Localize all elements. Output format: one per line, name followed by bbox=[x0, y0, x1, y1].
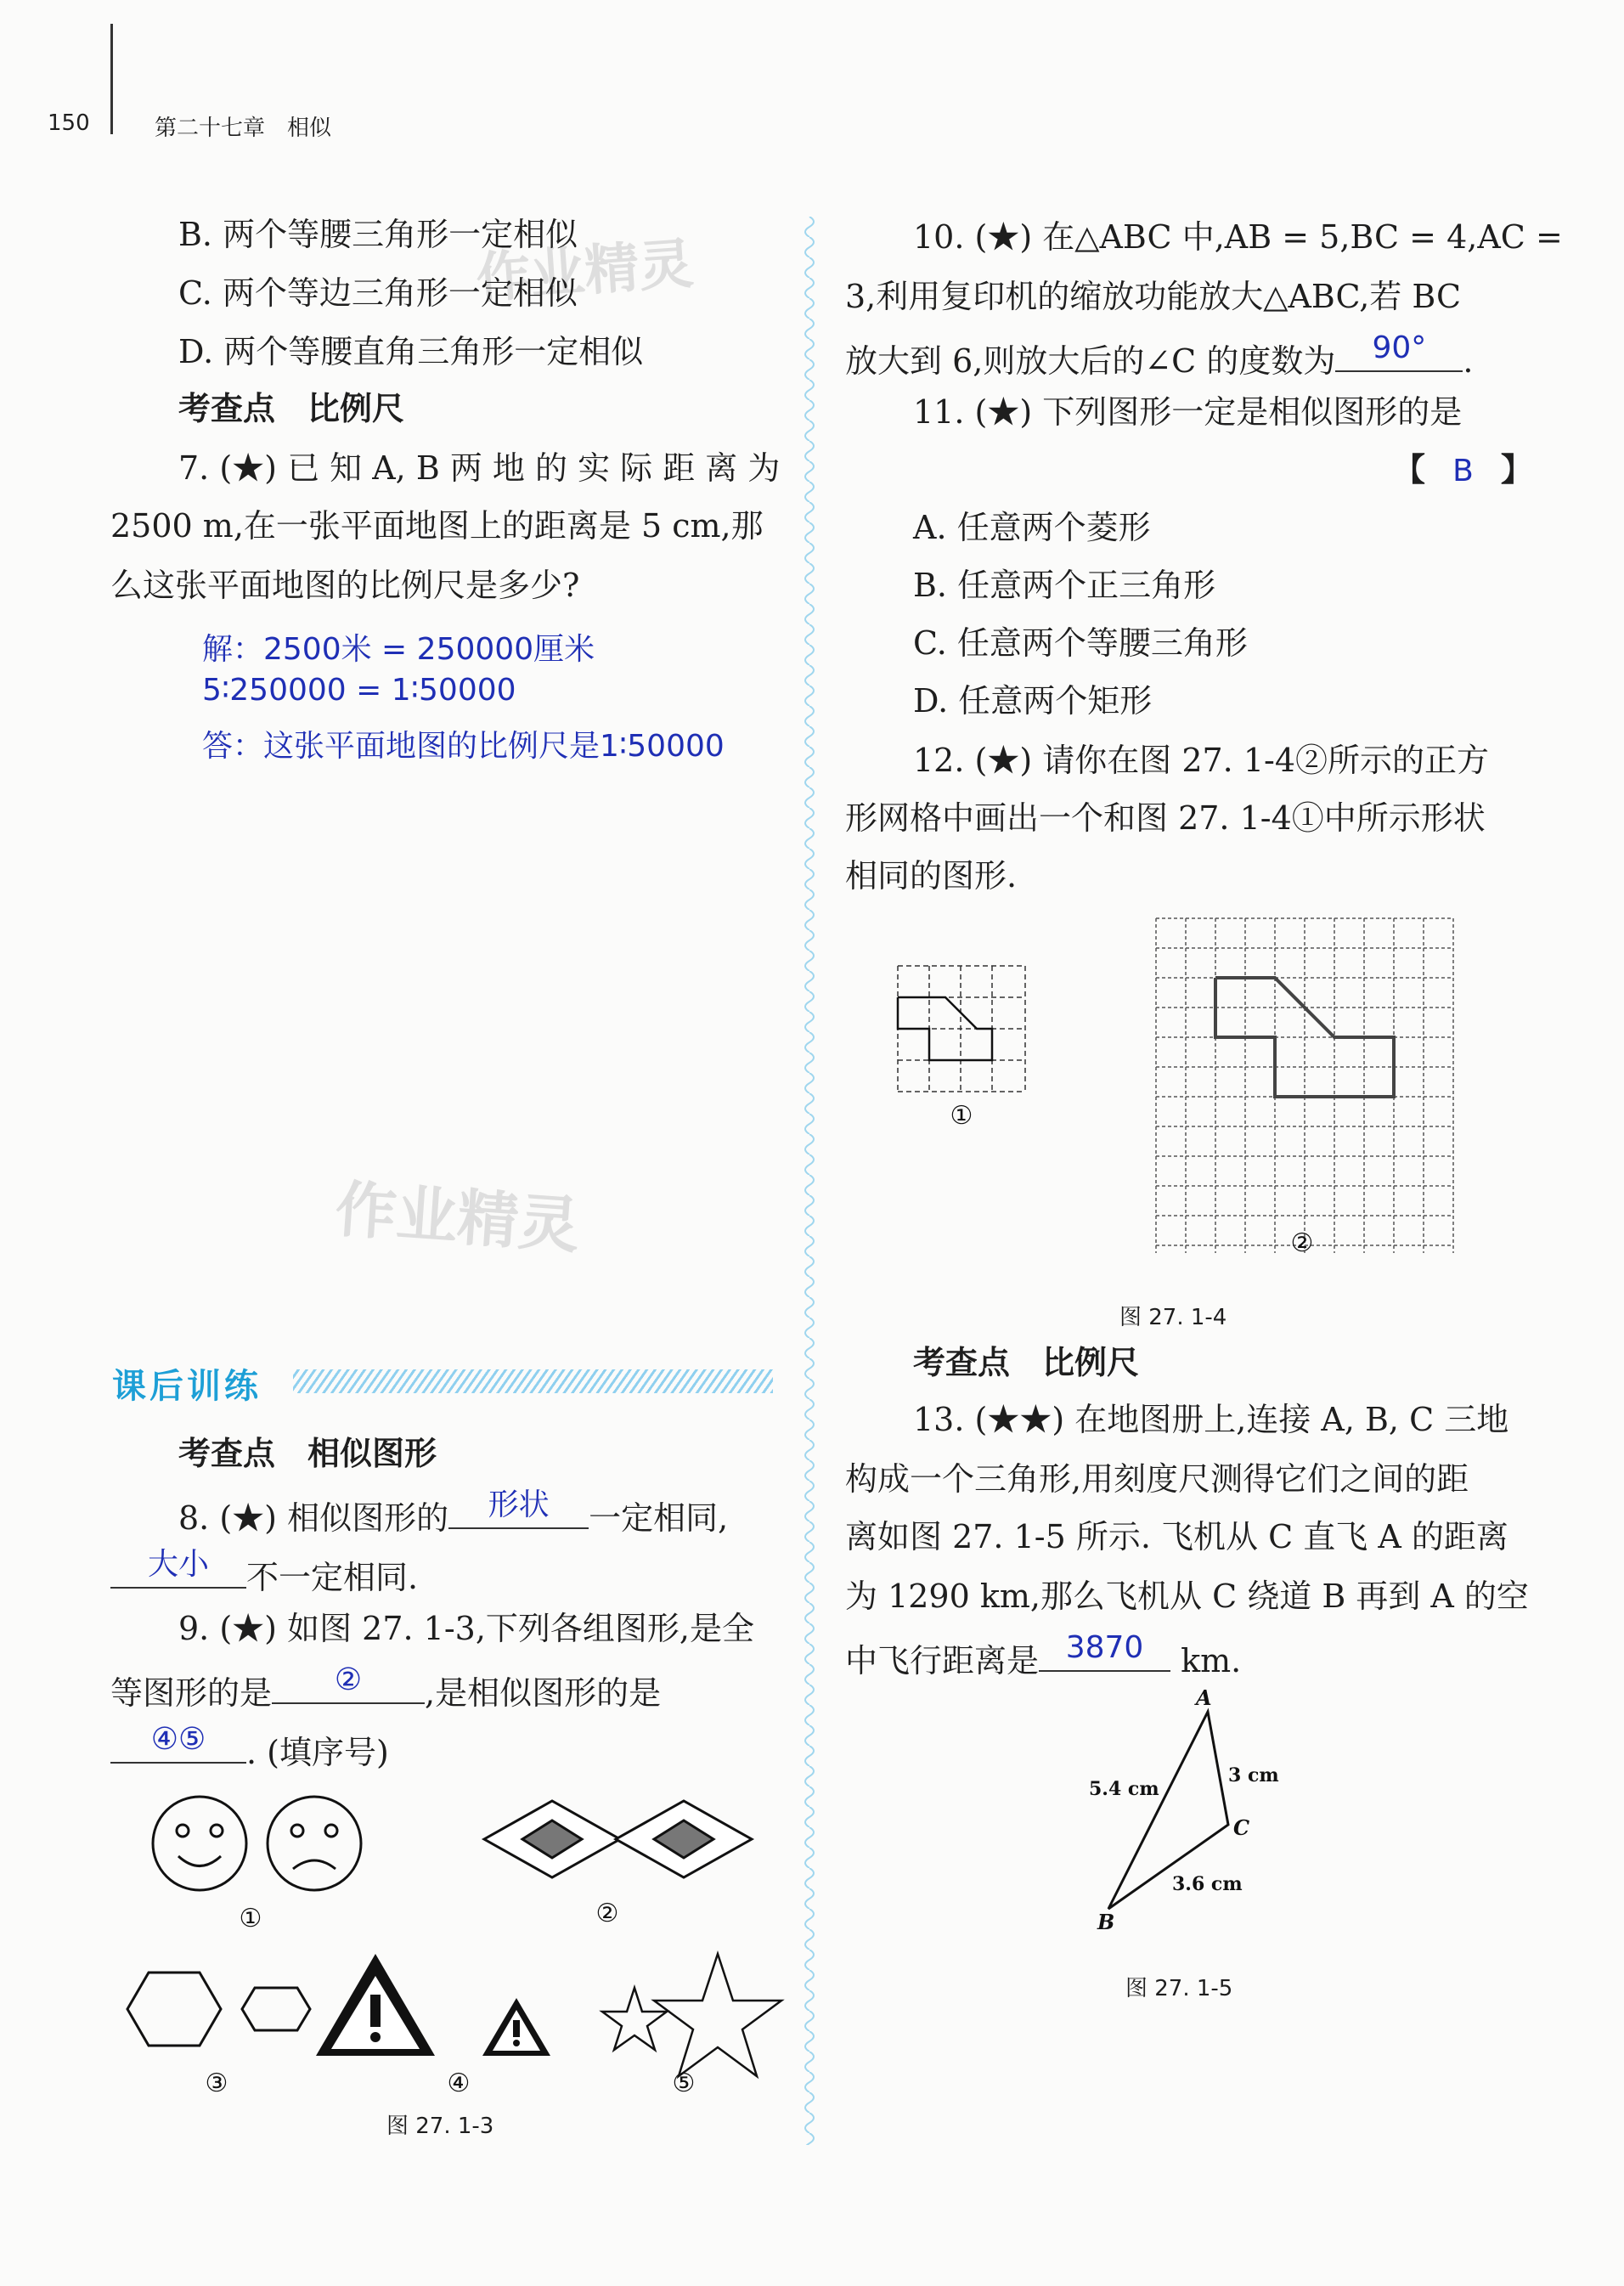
figure-27-1-5-triangle bbox=[1079, 1686, 1300, 1941]
q6-option-d: D. 两个等腰直角三角形一定相似 bbox=[178, 333, 644, 370]
fig3-label-3: ③ bbox=[205, 2069, 228, 2098]
point-heading: 考查点 比例尺 bbox=[178, 390, 405, 427]
q7-answer-line2: 5∶250000 = 1∶50000 bbox=[202, 673, 516, 708]
q7-line3: 么这张平面地图的比例尺是多少? bbox=[110, 567, 580, 604]
q12-line1: 12. (★) 请你在图 27. 1-4②所示的正方 bbox=[913, 742, 1490, 779]
q13-line4: 为 1290 km,那么飞机从 C 绕道 B 再到 A 的空 bbox=[845, 1578, 1529, 1615]
q9-blank-2[interactable]: ④⑤ bbox=[110, 1730, 246, 1764]
fig3-label-1: ① bbox=[239, 1904, 262, 1933]
point-heading: 考查点 相似图形 bbox=[178, 1435, 437, 1472]
diamond-pair-icon bbox=[484, 1801, 752, 1877]
q11-bracket: 【 B 】 bbox=[1393, 451, 1533, 488]
q10-line3: 放大到 6,则放大后的∠C 的度数为 90° . bbox=[845, 330, 1474, 380]
q7-answer-line3: 答：这张平面地图的比例尺是1∶50000 bbox=[202, 729, 725, 764]
warning-triangle-pair-icon bbox=[316, 1954, 550, 2056]
figure-27-1-4-small-grid bbox=[896, 964, 1032, 1134]
fig4-label-2: ② bbox=[1290, 1228, 1314, 1253]
fig5-vertex-b: B bbox=[1097, 1910, 1115, 1934]
fig3-label-5: ⑤ bbox=[672, 2069, 696, 2098]
fig5-caption: 图 27. 1-5 bbox=[1125, 1976, 1233, 2001]
q11-option-b: B. 任意两个正三角形 bbox=[913, 567, 1216, 604]
q13-line1: 13. (★★) 在地图册上,连接 A, B, C 三地 bbox=[913, 1401, 1509, 1438]
fig4-label-1: ① bbox=[950, 1101, 973, 1131]
watermark: 作业精灵 bbox=[333, 1173, 583, 1262]
q13-blank[interactable]: 3870 bbox=[1039, 1638, 1170, 1672]
q10-line2: 3,利用复印机的缩放功能放大△ABC,若 BC bbox=[845, 278, 1462, 315]
q13-line2: 构成一个三角形,用刻度尺测得它们之间的距 bbox=[845, 1460, 1469, 1498]
q6-option-c: C. 两个等边三角形一定相似 bbox=[178, 274, 578, 312]
q11-stem: 11. (★) 下列图形一定是相似图形的是 bbox=[913, 393, 1463, 431]
fig3-label-4: ④ bbox=[447, 2069, 471, 2098]
figure-27-1-4-large-grid bbox=[1151, 913, 1457, 1253]
section-hatch bbox=[293, 1369, 773, 1393]
fig3-label-2: ② bbox=[595, 1899, 619, 1928]
smiley-face-icon bbox=[153, 1797, 246, 1890]
star-pair-icon bbox=[602, 1954, 781, 2076]
fig5-side-ab: 5.4 cm bbox=[1089, 1778, 1159, 1800]
q12-line3: 相同的图形. bbox=[845, 857, 1018, 895]
q6-option-b: B. 两个等腰三角形一定相似 bbox=[178, 216, 578, 253]
column-divider bbox=[798, 217, 820, 2145]
fig5-side-bc: 3.6 cm bbox=[1172, 1873, 1243, 1895]
q8-line1: 8. (★) 相似图形的 形状 一定相同, bbox=[178, 1487, 729, 1537]
fig5-vertex-c: C bbox=[1233, 1815, 1250, 1840]
q7-answer-line1: 解：2500米 = 250000厘米 bbox=[202, 632, 595, 667]
q8-blank-1[interactable]: 形状 bbox=[448, 1495, 589, 1529]
fig4-caption: 图 27. 1-4 bbox=[1119, 1305, 1227, 1330]
q10-blank[interactable]: 90° bbox=[1335, 338, 1463, 372]
fig5-side-ac: 3 cm bbox=[1228, 1764, 1279, 1786]
chapter-title: 第二十七章 相似 bbox=[155, 116, 332, 141]
fig5-vertex-a: A bbox=[1196, 1686, 1212, 1710]
q9-blank-1[interactable]: ② bbox=[272, 1670, 425, 1704]
point-heading: 考查点 比例尺 bbox=[913, 1344, 1140, 1381]
watermark: 作业精灵 bbox=[474, 233, 696, 311]
q7-line2: 2500 m,在一张平面地图上的距离是 5 cm,那 bbox=[110, 507, 764, 545]
fig3-caption: 图 27. 1-3 bbox=[386, 2114, 494, 2139]
q9-line1: 9. (★) 如图 27. 1-3,下列各组图形,是全 bbox=[178, 1610, 755, 1647]
q10-line1: 10. (★) 在△ABC 中,AB = 5,BC = 4,AC = bbox=[913, 218, 1563, 256]
hexagon-pair-icon bbox=[127, 1973, 310, 2046]
q12-line2: 形网格中画出一个和图 27. 1-4①中所示形状 bbox=[845, 799, 1486, 837]
q11-option-d: D. 任意两个矩形 bbox=[913, 682, 1153, 720]
q8-line2: 大小 不一定相同. bbox=[110, 1555, 418, 1594]
q13-line5: 中飞行距离是 3870 km. bbox=[845, 1630, 1242, 1679]
q11-option-c: C. 任意两个等腰三角形 bbox=[913, 624, 1248, 662]
q7-line1: 7. (★) 已 知 A, B 两 地 的 实 际 距 离 为 bbox=[178, 449, 781, 487]
q9-line3: ④⑤ . (填序号) bbox=[110, 1730, 389, 1769]
header-rule bbox=[110, 24, 113, 134]
sad-face-icon bbox=[268, 1797, 361, 1890]
q13-line3: 离如图 27. 1-5 所示. 飞机从 C 直飞 A 的距离 bbox=[845, 1518, 1508, 1555]
q11-option-a: A. 任意两个菱形 bbox=[913, 509, 1151, 546]
section-title: 课后训练 bbox=[112, 1367, 262, 1406]
q9-line2: 等图形的是 ② ,是相似图形的是 bbox=[110, 1662, 662, 1712]
q8-blank-2[interactable]: 大小 bbox=[110, 1555, 246, 1589]
page-number: 150 bbox=[48, 110, 90, 136]
figure-27-1-3 bbox=[110, 1784, 790, 2141]
q11-answer: B bbox=[1452, 454, 1474, 488]
